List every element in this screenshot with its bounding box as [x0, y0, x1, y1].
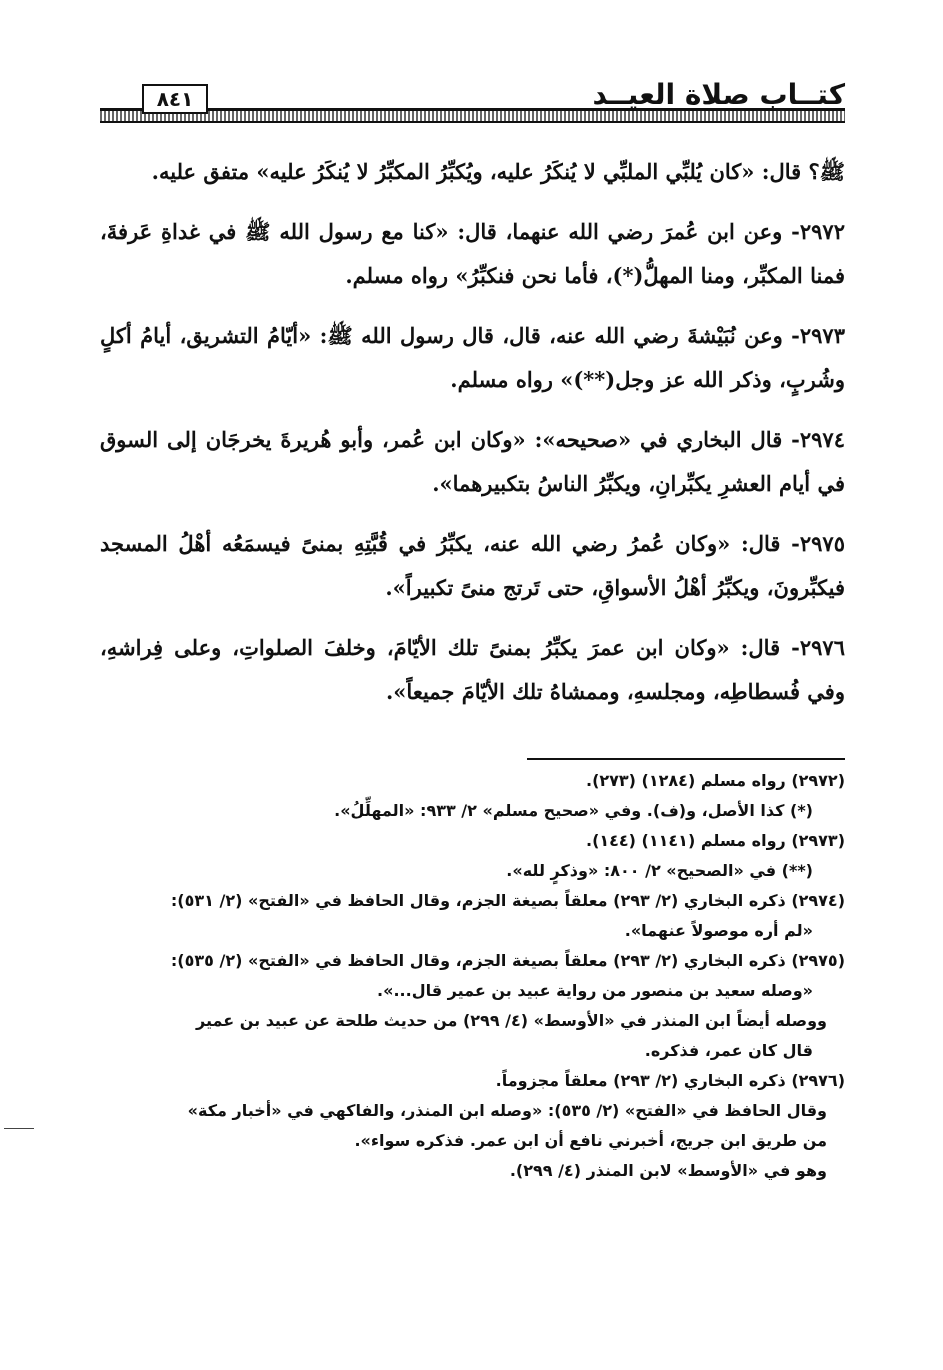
footnotes — [100, 766, 845, 1186]
footnote-2975: (٢٩٧٥) ذكره البخاري (٢/ ٢٩٣) معلقاً بصيغة الجزم، وقال الحافظ في «الفتح» (٢/ ٥٣٥): — [170, 951, 845, 970]
footnote-2974: (٢٩٧٤) ذكره البخاري (٢/ ٢٩٣) معلقاً بصيغة الجزم، وقال الحافظ في «الفتح» (٢/ ٥٣١): — [170, 891, 845, 910]
hadith-2976: ٢٩٧٦- قال: «وكان ابن عمرَ يكبِّرُ بمنىً تلك الأيّامَ، وخلفَ الصلواتِ، وعلى فِراشهِ، وفي فُسطاطِه، ومجلسهِ، وممشاهُ تلك الأيّامَ جميعاً». — [100, 635, 845, 704]
footnote-2976-fath-cont: من طريق ابن جريج، أخبرني نافع أن ابن عمر. فذكره سواء». — [354, 1131, 827, 1150]
hadith-2974: ٢٩٧٤- قال البخاري في «صحيحه»: «وكان ابن عُمر، وأبو هُريرةَ يخرجَان إلى السوق في أيام العشرِ يكبِّرانِ، ويكبِّرُ الناسُ بتكبيرهما». — [100, 427, 845, 496]
footnote-2976: (٢٩٧٦) ذكره البخاري (٢/ ٢٩٣) معلقاً مجزوماً. — [495, 1071, 845, 1090]
main-text — [100, 150, 845, 730]
page-number: ٨٤١ — [142, 84, 208, 114]
footnote-2975-extra-cont: قال كان عمر، فذكره. — [644, 1041, 813, 1060]
footnote-2974-cont: «لم أره موصولاً عنهما». — [624, 921, 813, 940]
paragraph-continuation: ﷺ؟ قال: «كان يُلبِّي الملبِّي لا يُنكَرُ عليه، ويُكبِّرُ المكبِّرُ لا يُنكَرُ عليه» متفق عليه. — [151, 159, 845, 184]
footnote-double-star: (**) في «الصحيح» ٢/ ٨٠٠: «وذكرٍ لله». — [506, 861, 813, 880]
footnote-2976-awsat: وهو في «الأوسط» لابن المنذر (٤/ ٢٩٩). — [509, 1161, 827, 1180]
page-header — [100, 78, 845, 120]
footnote-divider — [527, 758, 845, 760]
hadith-2972: ٢٩٧٢- وعن ابن عُمرَ رضي الله عنهما، قال: «كنا مع رسول الله ﷺ في غداةِ عَرفةَ، فمنا المكبِّر، ومنا المهلُّ(*)، فأما نحن فنكبِّرُ» رواه مسلم. — [100, 219, 845, 288]
chapter-title: كتــاب صلاة العيــد — [592, 78, 845, 111]
scan-edge-mark — [4, 1128, 34, 1129]
footnote-2972: (٢٩٧٢) رواه مسلم (١٢٨٤) (٢٧٣). — [585, 771, 845, 790]
footnote-2975-quote: «وصله سعيد بن منصور من رواية عبيد بن عمير قال...». — [377, 981, 813, 1000]
hadith-2973: ٢٩٧٣- وعن نُبَيْشةَ رضي الله عنه، قال، قال رسول الله ﷺ: «أيّامُ التشريق، أيامُ أكلٍ وشُربٍ، وذكر الله عز وجل(**)» رواه مسلم. — [100, 323, 845, 392]
footnote-star: (*) كذا الأصل، و(ف). وفي «صحيح مسلم» ٢/ ٩٣٣: «المهلِّلُ». — [334, 801, 813, 820]
hadith-2975: ٢٩٧٥- قال: «وكان عُمرُ رضي الله عنه، يكبِّرُ في قُبَّتِهِ بمنىً فيسمَعُه أهْلُ المسجد فيكبِّرونَ، ويكبِّرُ أهْلُ الأسواقِ، حتى تَرتج منىً تكبيراً». — [100, 531, 845, 600]
footnote-2976-fath: وقال الحافظ في «الفتح» (٢/ ٥٣٥): «وصله ابن المنذر، والفاكهي في «أخبار مكة» — [187, 1101, 827, 1120]
footnote-2975-extra: ووصله أيضاً ابن المنذر في «الأوسط» (٤/ ٢٩٩) من حديث طلحة عن عبيد بن عمير — [196, 1011, 827, 1030]
footnote-2973: (٢٩٧٣) رواه مسلم (١١٤١) (١٤٤). — [585, 831, 845, 850]
